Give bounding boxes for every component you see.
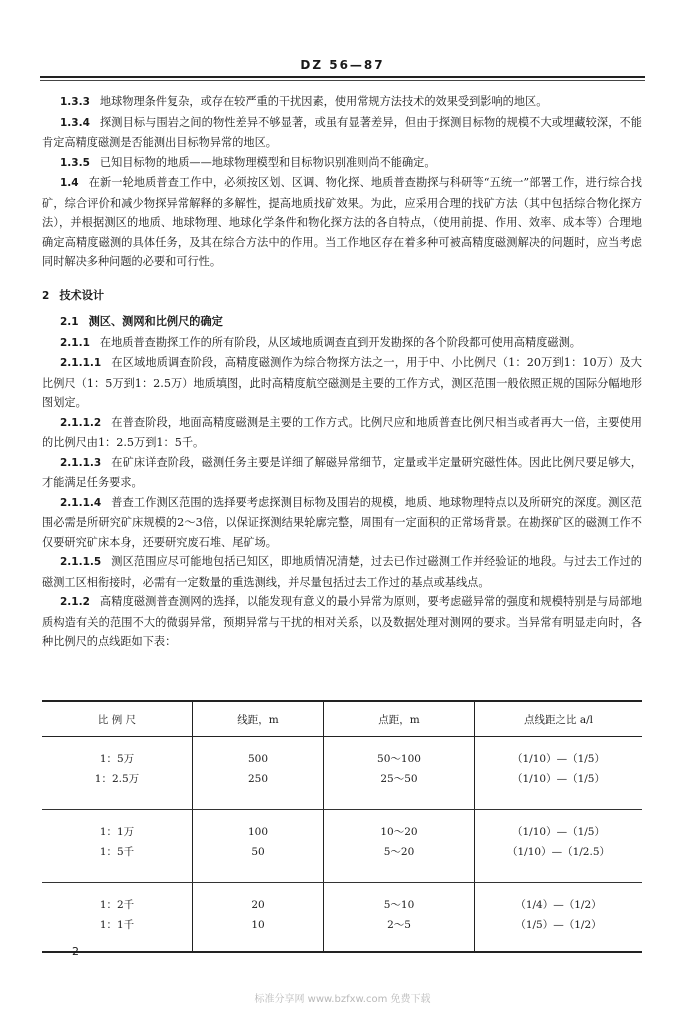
clause-2-1-2 xyxy=(42,592,642,652)
table-row xyxy=(42,810,642,883)
clause-2-1-1-4 xyxy=(42,493,642,553)
ratio-cell xyxy=(475,737,643,810)
clause-text: 已知目标物的地质——地球物理模型和目标物识别准则尚不能确定。 xyxy=(99,155,436,169)
ratio-cell xyxy=(475,810,643,883)
header-scale: 比 例 尺 xyxy=(42,701,193,737)
clause-text: 在区域地质调查阶段，高精度磁测作为综合物探方法之一，用于中、小比例尺（1：20万到1：10万）及大比例尺（1：5万到1：2.5万）地质填图，此时高精度航空磁测是主要的工作方式，测区范围一般依照正规的国际分幅地形图划定。 xyxy=(42,356,642,409)
ratio-value: （1/5）—（1/2） xyxy=(515,919,602,931)
clause-text: 地球物理条件复杂，或存在较严重的干扰因素，使用常规方法技术的效果受到影响的地区。 xyxy=(99,95,548,108)
section-title: 测区、测网和比例尺的确定 xyxy=(88,314,223,328)
scale-cell xyxy=(42,883,193,953)
scale-value: 1：2千 xyxy=(99,899,135,911)
standard-code: DZ 56—87 xyxy=(300,58,385,72)
point-spacing-value: 50～100 xyxy=(377,753,421,765)
header-rule-thin xyxy=(40,80,645,81)
point-spacing-value: 10～20 xyxy=(380,826,418,838)
clause-text: 探测目标与围岩之间的物性差异不够显著，或虽有显著差异，但由于探测目标物的规模不大或埋藏较深，不能肯定高精度磁测是否能测出目标物异常的地区。 xyxy=(42,115,642,149)
scale-cell xyxy=(42,810,193,883)
scale-value: 1：5千 xyxy=(99,846,135,858)
ratio-value: （1/4）—（1/2） xyxy=(515,899,602,911)
header-ratio: 点线距之比 a/l xyxy=(475,701,643,737)
point-spacing-cell xyxy=(324,810,475,883)
clause-number: 2.1.2 xyxy=(60,596,90,608)
line-spacing-cell xyxy=(193,737,324,810)
table-row xyxy=(42,737,642,810)
section-2-1-heading xyxy=(42,312,642,333)
clause-number: 2.1.1.1 xyxy=(60,357,102,369)
point-spacing-value: 25～50 xyxy=(380,773,418,785)
line-spacing-value: 250 xyxy=(247,773,269,785)
clause-number: 2.1.1.2 xyxy=(60,416,102,429)
clause-text: 高精度磁测普查测网的选择，以能发现有意义的最小异常为原则，要考虑磁异常的强度和规模特别是与局部地质构造有关的范围不大的微弱异常，预期异常与干扰的相对关系，以及数据处理对测网的要求。当异常有明显走向时，各种比例尺的点线距如下表： xyxy=(42,595,642,648)
clause-text: 普查工作测区范围的选择要考虑探测目标物及围岩的规模，地质、地球物理特点以及所研究的深度。测区范围必需是所研究矿床规模的2～3倍，以保证探测结果轮廓完整，周围有一定面积的正常场背景。在勘探矿区的磁测工作不仅要研究矿床本身，还要研究废石堆、尾矿场。 xyxy=(42,495,642,549)
ratio-value: （1/10）—（1/5） xyxy=(512,826,605,838)
line-spacing-value: 20 xyxy=(251,899,265,911)
clause-text: 在新一轮地质普查工作中，必须按区划、区调、物化探、地质普查勘探与科研等“五统一”部署工作，进行综合找矿，综合评价和减少物探异常解释的多解性，提高地质找矿效果。为此，应采用合理的找矿方法（其中包括综合物化探方法），并根据测区的地质、地球物理、地球化学条件和物化探方法的各自特点，（使用前提、作用、效率、成本等）合理地确定高精度磁测的具体任务，及其在综合方法中的作用。当工作地区存在着多种可被高精度磁测解决的问题时，应当考虑同时解决多种问题的必要和可行性。 xyxy=(42,176,642,268)
clause-2-1-1-2 xyxy=(42,413,642,453)
section-title: 技术设计 xyxy=(59,287,105,302)
line-spacing-value: 50 xyxy=(251,846,265,858)
clause-text: 测区范围应尽可能地包括已知区，即地质情况清楚，过去已作过磁测工作并经验证的地段。与过去工作过的磁测工区相衔接时，必需有一定数量的重选测线，并尽量包括过去工作过的基点或基线点。 xyxy=(42,555,642,589)
ratio-value: （1/10）—（1/2.5） xyxy=(507,846,610,858)
scale-cell xyxy=(42,737,193,810)
site-watermark: 标准分享网 www.bzfxw.com 免费下载 xyxy=(254,994,431,1005)
clause-1-3-5 xyxy=(42,153,642,174)
scale-value: 1：1万 xyxy=(99,826,135,838)
line-point-spacing-table xyxy=(42,700,642,953)
scale-value: 1：2.5万 xyxy=(94,773,140,785)
ratio-cell xyxy=(475,883,643,953)
point-spacing-cell xyxy=(324,737,475,810)
document-body xyxy=(42,92,642,652)
clause-text: 在矿床详查阶段，磁测任务主要是详细了解磁异常细节，定量或半定量研究磁性体。因此比例尺要足够大，才能满足任务要求。 xyxy=(42,455,642,489)
section-2-heading xyxy=(42,286,642,307)
clause-number: 2.1.1.3 xyxy=(60,456,102,469)
clause-1-3-4 xyxy=(42,113,642,153)
section-number: 2.1 xyxy=(60,316,79,328)
line-spacing-cell xyxy=(193,883,324,953)
clause-number: 2.1.1 xyxy=(60,336,90,349)
clause-2-1-1-3 xyxy=(42,453,642,493)
clause-number: 1.4 xyxy=(60,177,79,189)
table-row xyxy=(42,883,642,953)
line-spacing-value: 100 xyxy=(247,826,269,838)
header-point-spacing: 点距，m xyxy=(324,701,475,737)
header-rule xyxy=(40,76,645,78)
scale-value: 1：5万 xyxy=(99,753,135,765)
ratio-value: （1/10）—（1/5） xyxy=(512,753,605,765)
clause-number: 1.3.3 xyxy=(60,96,90,108)
clause-number: 2.1.1.5 xyxy=(60,556,102,568)
clause-number: 1.3.5 xyxy=(60,156,90,169)
clause-text: 在地质普查勘探工作的所有阶段，从区域地质调查直到开发勘探的各个阶段都可使用高精度磁测。 xyxy=(99,335,581,349)
clause-1-4 xyxy=(42,173,642,272)
point-spacing-value: 5～20 xyxy=(383,846,415,858)
point-spacing-cell xyxy=(324,883,475,953)
section-number: 2 xyxy=(42,289,50,302)
line-spacing-value: 500 xyxy=(247,753,269,765)
clause-text: 在普查阶段，地面高精度磁测是主要的工作方式。比例尺应和地质普查比例尺相当或者再大一倍，主要使用的比例尺由1：2.5万到1：5千。 xyxy=(42,415,642,449)
clause-2-1-1 xyxy=(42,333,642,354)
scale-value: 1：1千 xyxy=(99,919,135,931)
line-spacing-cell xyxy=(193,810,324,883)
table-header-row xyxy=(42,701,642,737)
clause-2-1-1-5 xyxy=(42,552,642,592)
clause-number: 1.3.4 xyxy=(60,116,90,129)
clause-2-1-1-1 xyxy=(42,353,642,413)
point-spacing-value: 5～10 xyxy=(383,899,415,911)
point-spacing-value: 2～5 xyxy=(387,919,411,931)
ratio-value: （1/10）—（1/5） xyxy=(512,773,605,785)
header-line-spacing: 线距，m xyxy=(193,701,324,737)
page-number: 2 xyxy=(72,945,79,958)
clause-number: 2.1.1.4 xyxy=(60,496,102,509)
line-spacing-value: 10 xyxy=(251,919,265,931)
clause-1-3-3 xyxy=(42,92,642,113)
